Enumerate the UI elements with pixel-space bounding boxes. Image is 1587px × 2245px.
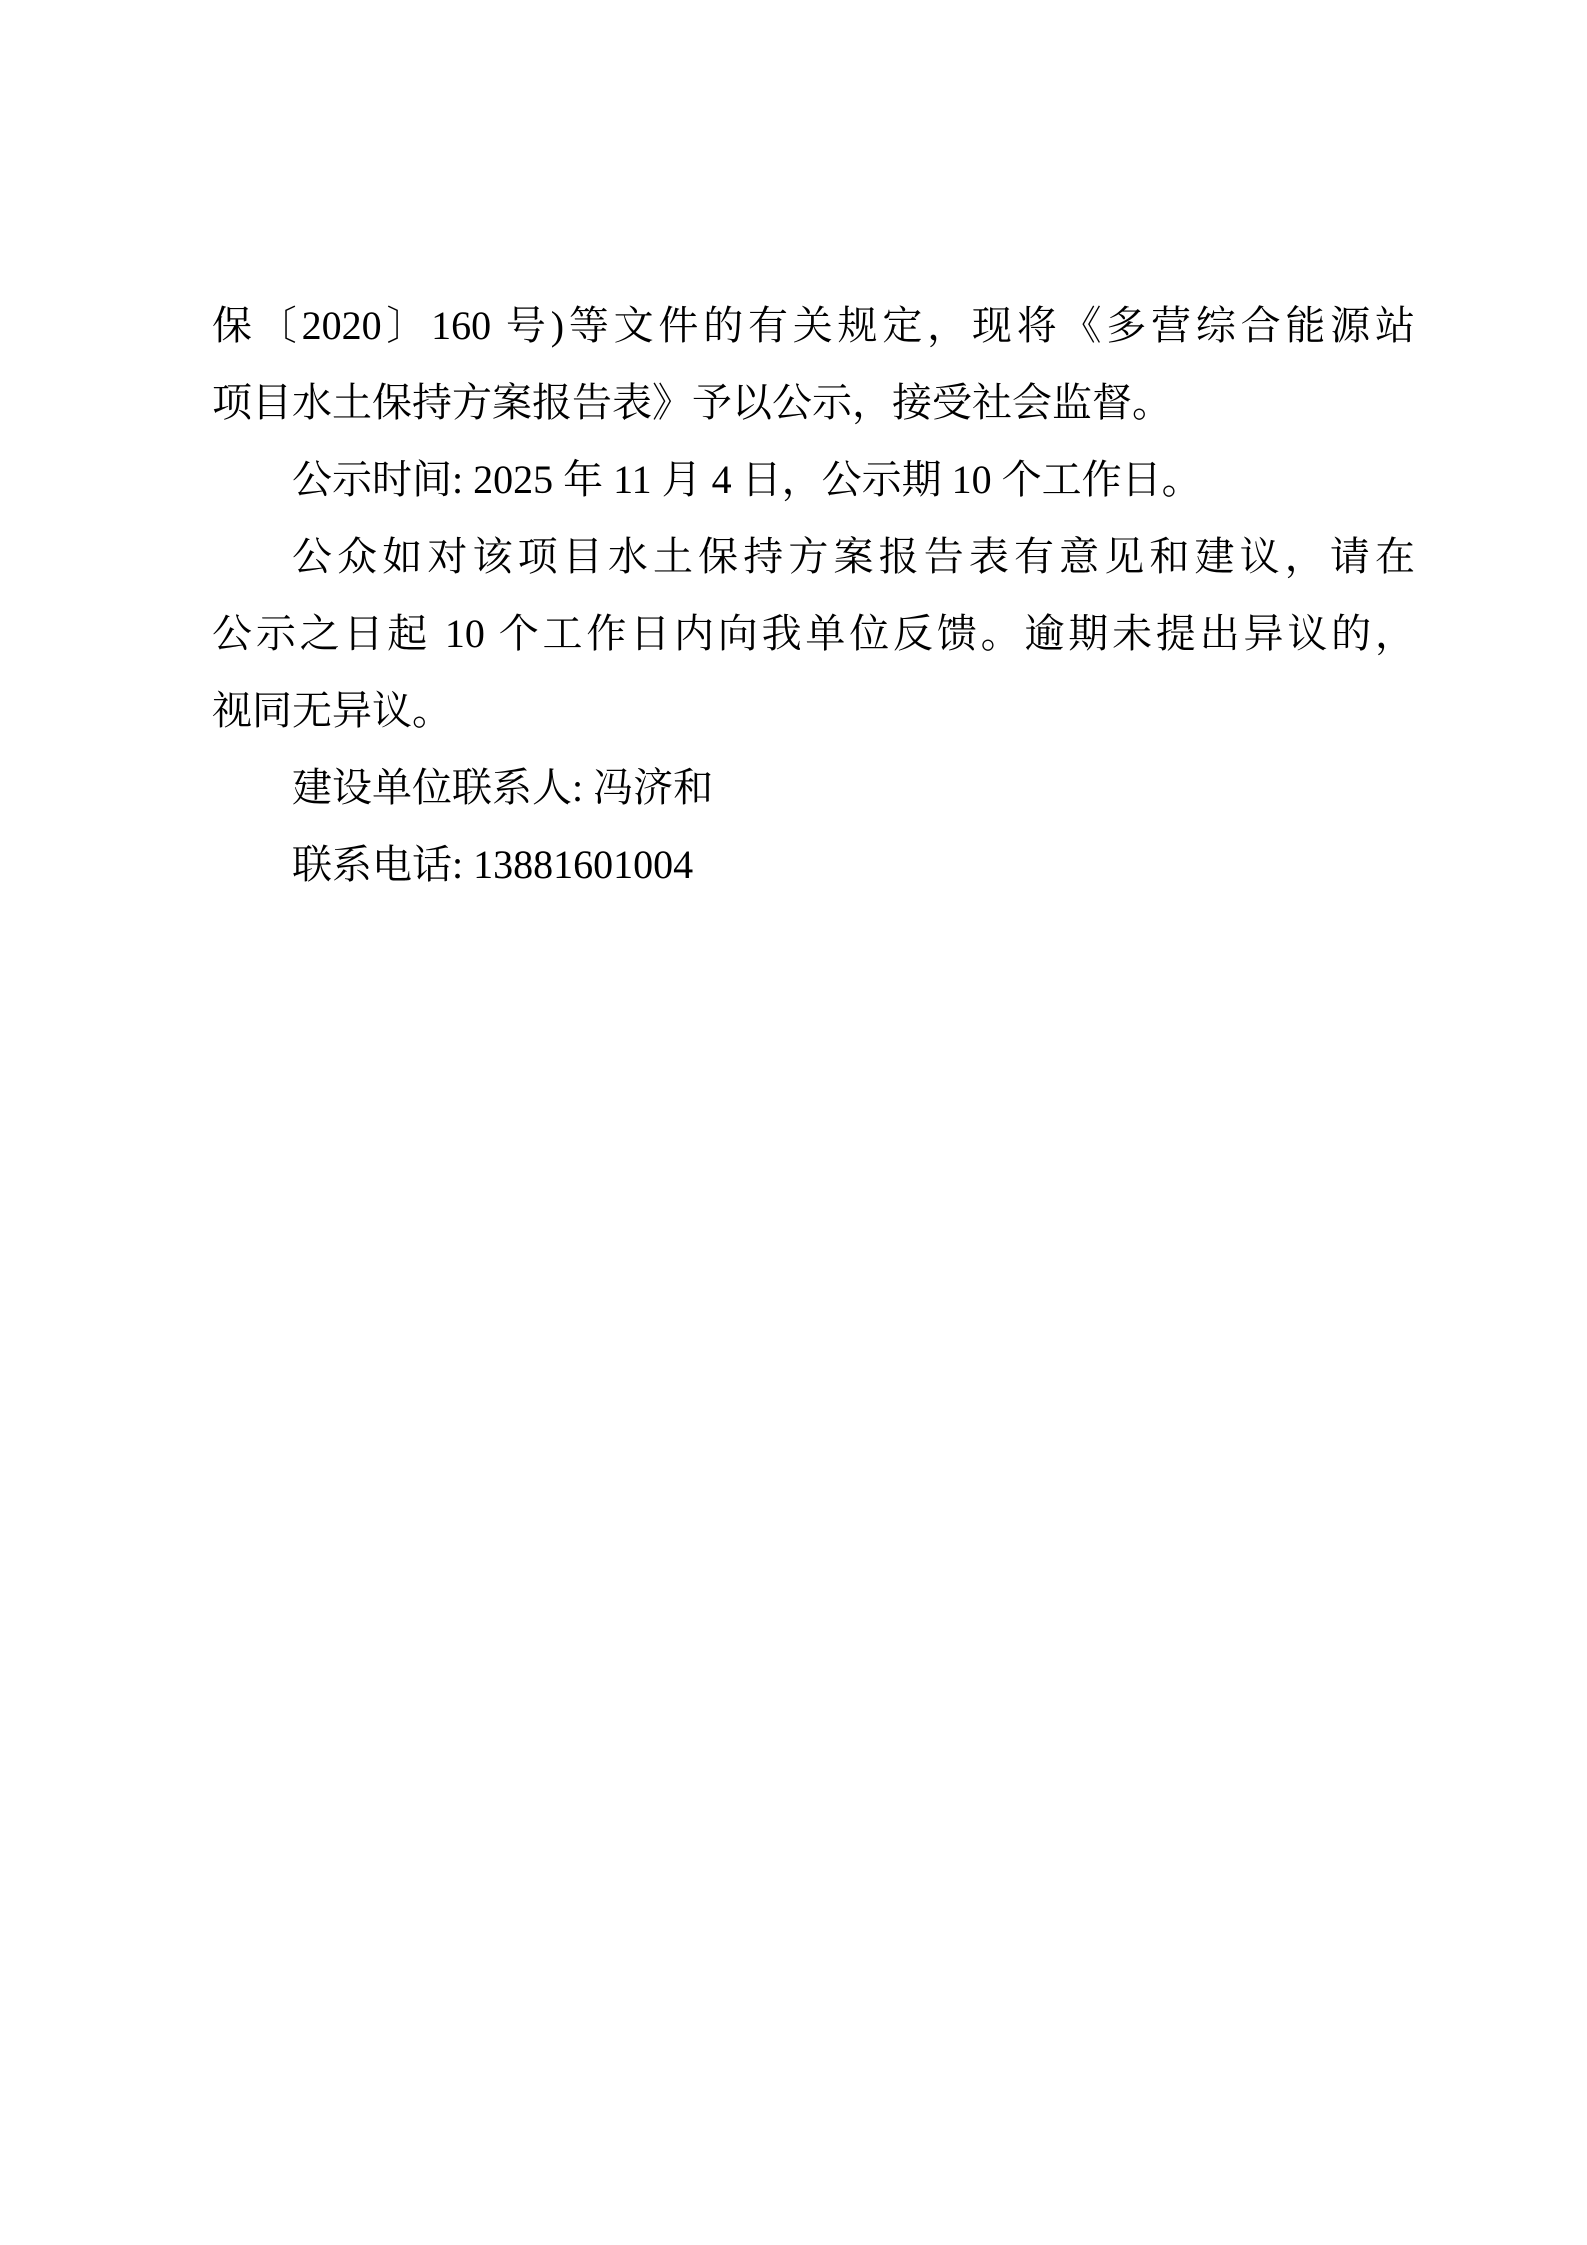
document-lines xyxy=(212,287,1415,903)
text-line: 保〔2020〕160 号)等文件的有关规定，现将《多营综合能源站 xyxy=(212,303,1415,348)
text-line: 公示时间: 2025 年 11 月 4 日，公示期 10 个工作日。 xyxy=(292,457,1202,502)
text-line: 视同无异议。 xyxy=(212,688,452,733)
text-line: 项目水土保持方案报告表》予以公示，接受社会监督。 xyxy=(212,380,1172,425)
text-line: 联系电话: 13881601004 xyxy=(292,842,694,887)
text-line: 公示之日起 10 个工作日内向我单位反馈。逾期未提出异议的， xyxy=(212,611,1415,656)
text-line: 建设单位联系人: 冯济和 xyxy=(292,765,714,810)
text-line: 公众如对该项目水土保持方案报告表有意见和建议，请在 xyxy=(292,534,1415,579)
